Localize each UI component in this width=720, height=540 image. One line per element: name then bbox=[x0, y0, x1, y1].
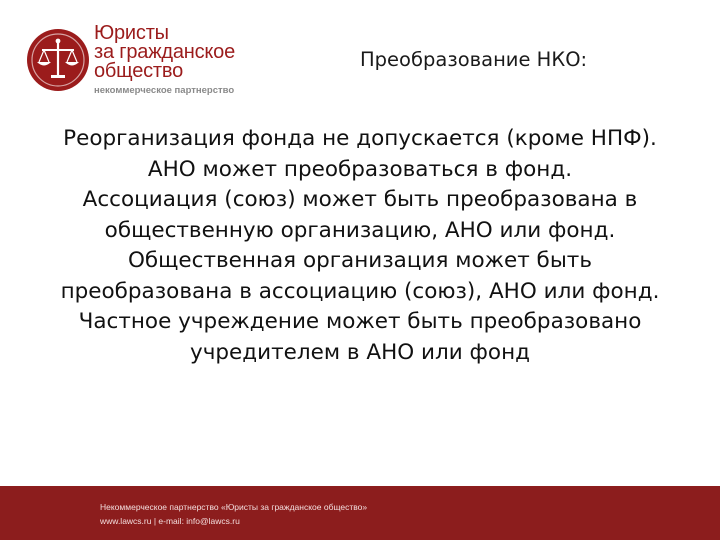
logo-wordmark bbox=[94, 24, 235, 96]
logo-subtitle: некоммерческое партнерство bbox=[94, 85, 235, 96]
body-paragraph: Ассоциация (союз) может быть преобразована в общественную организацию, АНО или фонд. bbox=[82, 187, 638, 243]
footer-site-link[interactable]: www.lawcs.ru bbox=[100, 516, 152, 526]
footer-contacts bbox=[100, 516, 240, 526]
footer-org-text: Некоммерческое партнерство «Юристы за гражданское общество» bbox=[100, 502, 368, 512]
scales-of-justice-emblem-icon bbox=[26, 28, 90, 92]
organization-logo bbox=[26, 24, 266, 96]
slide-title: Преобразование НКО: bbox=[360, 48, 588, 71]
logo-line-3: общество bbox=[94, 60, 184, 82]
footer-bar bbox=[0, 486, 720, 540]
body-paragraph: Частное учреждение может быть преобразовано учредителем в АНО или фонд bbox=[78, 309, 642, 365]
footer-email-label: e-mail: bbox=[158, 516, 187, 526]
body-paragraph: Общественная организация может быть преобразована в ассоциацию (союз), АНО или фонд. bbox=[60, 248, 660, 304]
footer-email-link[interactable]: info@lawcs.ru bbox=[186, 516, 240, 526]
body-paragraph: Реорганизация фонда не допускается (кроме НПФ). bbox=[63, 126, 657, 151]
logo-line-1: Юристы bbox=[94, 22, 169, 44]
slide-body bbox=[40, 124, 680, 368]
footer-separator: | bbox=[151, 516, 159, 526]
logo-line-2: за гражданское bbox=[94, 41, 236, 63]
body-paragraph: АНО может преобразоваться в фонд. bbox=[147, 156, 573, 182]
